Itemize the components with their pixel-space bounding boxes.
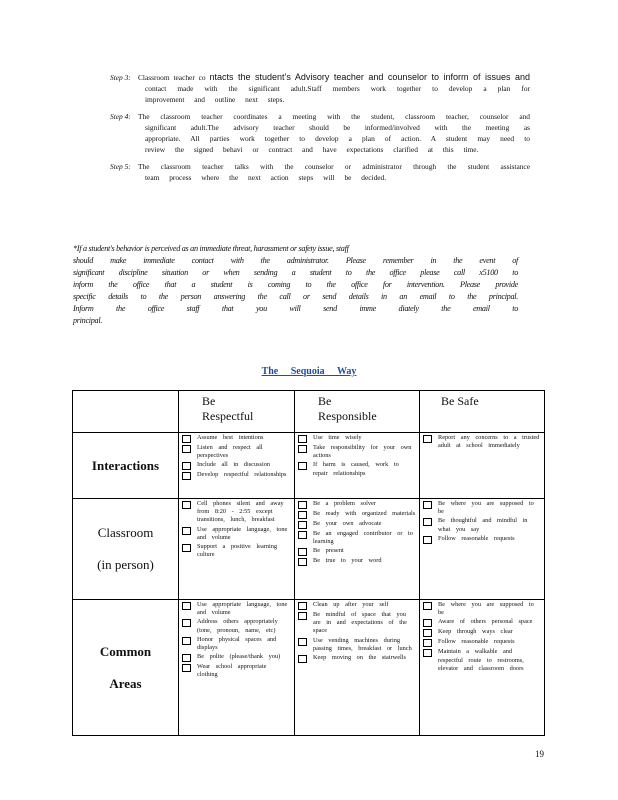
checkbox-bullet-icon — [298, 435, 307, 443]
list-item-text: Maintain a walkable and respectful route to restrooms, elevator and classroom doors — [438, 648, 524, 672]
table-cell — [179, 600, 295, 736]
list-item-text: Take responsibility for your own actions — [313, 444, 412, 460]
note-line: Inform the office staff that you will send imme diately the email to principal. — [73, 304, 518, 325]
checkbox-bullet-icon — [423, 536, 432, 544]
row-header — [73, 499, 179, 600]
bullet-list — [182, 500, 291, 559]
table-title: The Sequoia Way — [261, 366, 357, 377]
list-item — [182, 653, 291, 662]
bullet-list — [423, 601, 541, 673]
checkbox-bullet-icon — [182, 544, 191, 552]
checkbox-bullet-icon — [298, 511, 307, 519]
checkbox-bullet-icon — [298, 612, 307, 620]
list-item-text: Use time wisely — [313, 434, 362, 441]
checkbox-bullet-icon — [298, 462, 307, 470]
list-item — [423, 618, 541, 627]
page-number: 19 — [535, 749, 544, 759]
checkbox-bullet-icon — [182, 472, 191, 480]
list-item-text: Keep through ways clear — [438, 628, 513, 636]
bullet-list — [182, 601, 291, 680]
list-item — [182, 618, 291, 634]
note-line: significant discipline situation or when sending a student to the office please call x5100 to — [73, 268, 518, 277]
table-header-row — [73, 391, 545, 433]
list-item-text: Be mindful of space that you are in and expectations of the space — [313, 611, 407, 635]
table-row — [73, 433, 545, 499]
list-item-text: Use appropriate language, tone and volume — [197, 601, 288, 617]
row-header — [73, 600, 179, 736]
list-item-text: Be where you are supposed to be — [438, 500, 534, 516]
list-item-text: If harm is caused, work to repair relationships — [313, 461, 399, 477]
list-item — [182, 543, 291, 559]
list-item — [182, 601, 291, 617]
list-item-text: Be a problem solver — [313, 500, 376, 507]
step-line: review the signed behavi or contract and have expectations clarified at this time. — [145, 145, 479, 154]
note-line: specific details to the person answering the call or send details in an email to the principal. — [73, 292, 518, 301]
checkbox-bullet-icon — [182, 435, 191, 443]
checkbox-bullet-icon — [423, 619, 432, 627]
table-cell — [295, 499, 420, 600]
list-item — [182, 434, 291, 443]
row-header-line: Interactions — [91, 457, 160, 473]
list-item — [182, 663, 291, 679]
list-item-text: Follow reasonable requests — [438, 534, 515, 542]
step-number: Step 3: — [110, 73, 131, 82]
corner-cell — [73, 391, 179, 433]
column-header-respectful: Be Respectful — [179, 391, 295, 433]
list-item-text: Cell phones silent and away from 8:20 - 2:55 except transitions, lunch, breakfast — [197, 500, 284, 524]
checkbox-bullet-icon — [298, 501, 307, 509]
step-heading — [110, 161, 530, 172]
table-cell — [420, 499, 545, 600]
list-item — [182, 500, 291, 525]
list-item — [298, 500, 416, 509]
list-item — [423, 434, 541, 450]
list-item — [182, 444, 291, 460]
step-line: appropriate. All parties work together to develop a plan of action. A student may need to — [145, 134, 530, 143]
list-item-text: Clean up after your self — [313, 601, 389, 608]
checkbox-bullet-icon — [423, 501, 432, 509]
step-5 — [110, 161, 530, 183]
list-item-text: Keep moving on the stairwells — [313, 654, 406, 662]
list-item — [298, 547, 416, 556]
step-line: contact made with the significant adult.Staff members work together to develop a plan for — [145, 84, 530, 93]
list-item-text: Be thoughtful and mindful in what you say — [438, 517, 528, 533]
list-item — [298, 434, 416, 443]
list-item — [423, 500, 541, 516]
list-item-text: Be your own advocate — [313, 520, 382, 527]
list-item-text: Include all in discussion — [197, 461, 271, 469]
checkbox-bullet-icon — [182, 501, 191, 509]
list-item-text: Report any concerns to a trusted adult at school immediately — [438, 434, 540, 450]
step-line: significant adult.The advisory teacher should be informed/involved with the meeting as — [145, 123, 530, 132]
note-line: inform the office that a student is coming to the office for intervention. Please provide — [73, 280, 518, 289]
checkbox-bullet-icon — [423, 435, 432, 443]
list-item — [423, 601, 541, 617]
note-line: *If a student's behavior is perceived as an immediate threat, harassment or safety issue, staff — [73, 244, 349, 253]
list-item-text: Use vending machines during passing times, breakfast or lunch — [313, 636, 412, 652]
checkbox-bullet-icon — [298, 655, 307, 663]
list-item — [298, 530, 416, 546]
list-item — [423, 638, 541, 647]
bullet-list — [423, 434, 541, 450]
list-item — [298, 444, 416, 460]
checkbox-bullet-icon — [298, 531, 307, 539]
list-item-text: Honor physical spaces and displays — [197, 635, 277, 652]
checkbox-bullet-icon — [423, 518, 432, 526]
step-heading — [110, 111, 530, 122]
checkbox-bullet-icon — [298, 602, 307, 610]
checkbox-bullet-icon — [423, 649, 432, 657]
bullet-list — [423, 500, 541, 544]
list-item — [423, 535, 541, 544]
table-row — [73, 499, 545, 600]
list-item-text: Use appropriate language, tone and volume — [197, 525, 288, 541]
step-continuation — [110, 172, 530, 183]
step-number: Step 5: — [110, 162, 131, 171]
step-heading — [110, 72, 530, 83]
checkbox-bullet-icon — [182, 602, 191, 610]
bullet-list — [298, 601, 416, 663]
checkbox-bullet-icon — [182, 462, 191, 470]
step-3 — [110, 72, 530, 105]
list-item-text: Support a positive learning culture — [197, 543, 278, 559]
list-item-text: Be true to your word — [313, 557, 382, 565]
list-item — [423, 648, 541, 673]
checkbox-bullet-icon — [298, 548, 307, 556]
column-header-responsible: Be Responsible — [295, 391, 420, 433]
checkbox-bullet-icon — [182, 637, 191, 645]
checkbox-bullet-icon — [182, 664, 191, 672]
step-continuation — [110, 122, 530, 155]
step-line: improvement and outline next steps. — [145, 95, 285, 104]
table-cell — [420, 433, 545, 499]
step-lead-text: The classroom teacher coordinates a meeting with the student, classroom teacher, counselor and — [138, 112, 530, 121]
table-cell — [179, 499, 295, 600]
list-item-text: Develop respectful relationships — [197, 471, 287, 479]
column-header-safe: Be Safe — [420, 391, 545, 433]
list-item — [423, 628, 541, 637]
checkbox-bullet-icon — [182, 619, 191, 627]
list-item-text: Be present — [313, 547, 344, 555]
list-item — [182, 526, 291, 542]
list-item-text: Be ready with organized materials — [313, 510, 416, 517]
checkbox-bullet-icon — [423, 602, 432, 610]
row-header-line: (in person) — [97, 557, 154, 572]
table-cell — [295, 433, 420, 499]
list-item — [298, 461, 416, 477]
note-line: should make immediate contact with the administrator. Please remember in the event of — [73, 256, 518, 265]
list-item — [298, 601, 416, 610]
checkbox-bullet-icon — [182, 654, 191, 662]
list-item — [182, 636, 291, 652]
checkbox-bullet-icon — [298, 445, 307, 453]
list-item — [298, 510, 416, 519]
list-item-text: Be an engaged contributor or to learning — [313, 530, 413, 546]
table-cell — [295, 600, 420, 736]
list-item — [298, 520, 416, 529]
checkbox-bullet-icon — [298, 638, 307, 646]
step-4 — [110, 111, 530, 155]
list-item-text: Follow reasonable requests — [438, 638, 515, 646]
bullet-list — [298, 434, 416, 478]
list-item-text: Address others appropriately (tone, pronoun, name, etc) — [197, 618, 278, 634]
checkbox-bullet-icon — [182, 445, 191, 453]
list-item — [182, 461, 291, 470]
list-item — [298, 611, 416, 636]
table-row — [73, 600, 545, 736]
step-lead-text: Classroom teacher co ntacts the student’s Advisory teacher and counselor to inform of issues and — [138, 72, 530, 82]
list-item-text: Wear school appropriate clothing — [197, 663, 267, 679]
row-header-line: Common — [99, 643, 152, 659]
list-item-text: Listen and respect all perspectives — [197, 444, 263, 460]
table-cell — [179, 433, 295, 499]
step-lead-text: The classroom teacher talks with the counselor or administrator through the student assistance — [138, 162, 530, 171]
list-item — [423, 517, 541, 533]
list-item — [298, 557, 416, 566]
list-item-text: Aware of others personal space — [438, 618, 533, 626]
list-item — [298, 654, 416, 663]
step-continuation — [110, 83, 530, 105]
checkbox-bullet-icon — [182, 527, 191, 535]
list-item — [298, 637, 416, 653]
sequoia-way-table — [72, 390, 545, 736]
bullet-list — [298, 500, 416, 566]
row-header — [73, 433, 179, 499]
step-lead-large-text: ntacts the student’s Advisory teacher and counselor to inform of issues and — [209, 72, 530, 82]
bullet-list — [182, 434, 291, 480]
checkbox-bullet-icon — [423, 629, 432, 637]
list-item-text: Be where you are supposed to be — [438, 601, 534, 617]
table-cell — [420, 600, 545, 736]
checkbox-bullet-icon — [423, 639, 432, 647]
row-header-line: Areas — [109, 675, 142, 691]
safety-note — [73, 243, 518, 327]
discipline-steps — [110, 72, 530, 189]
list-item-text: Be polite (please/thank you) — [197, 653, 281, 661]
step-number: Step 4: — [110, 112, 131, 121]
row-header-line: Classroom — [97, 525, 154, 540]
list-item-text: Assume best intentions — [197, 434, 264, 441]
checkbox-bullet-icon — [298, 558, 307, 566]
checkbox-bullet-icon — [298, 521, 307, 529]
step-line: team process where the next action steps will be decided. — [145, 173, 387, 182]
list-item — [182, 471, 291, 480]
